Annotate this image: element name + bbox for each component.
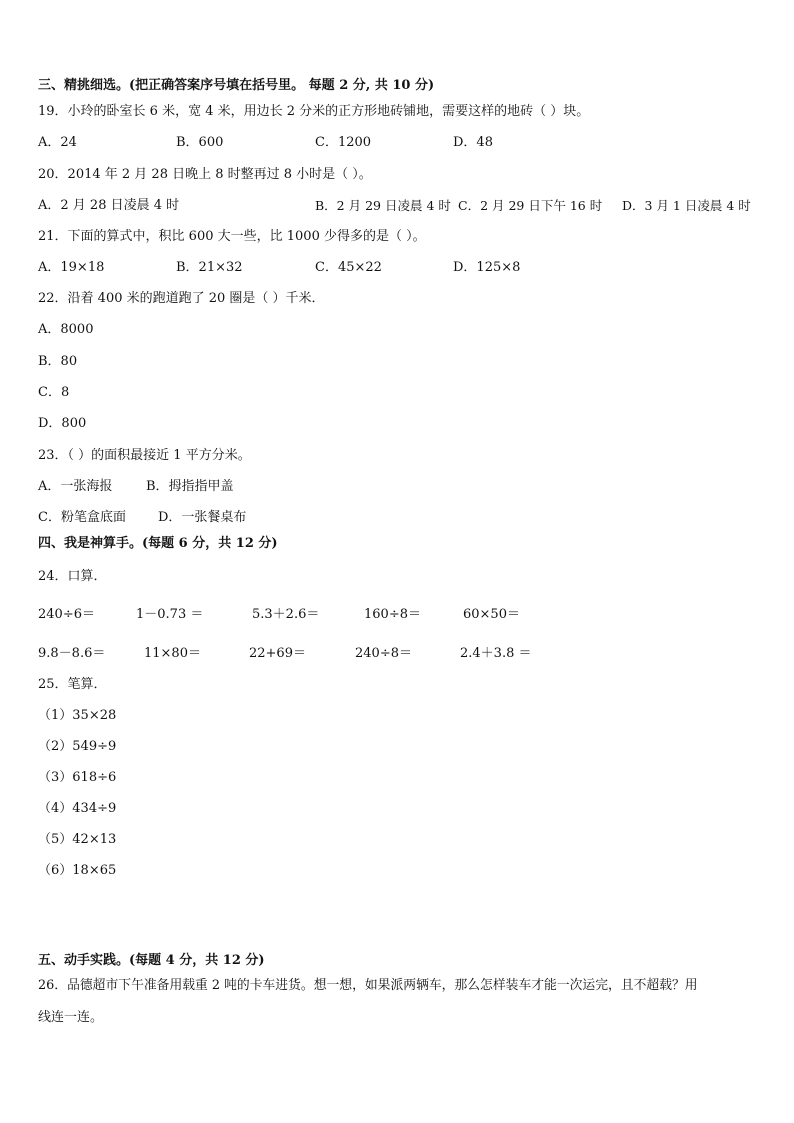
q22-option-c: C．8	[38, 385, 70, 400]
q23-option-a: A．一张海报	[38, 479, 113, 494]
q19-option-a: A．24	[38, 135, 77, 150]
question-20-text: 20．2014 年 2 月 28 日晚上 8 时整再过 8 小时是（ ）。	[38, 167, 372, 182]
q24-row2-item: 9.8－8.6＝	[38, 646, 106, 661]
question-25-text: 25．笔算．	[38, 677, 107, 692]
q22-option-a: A．8000	[38, 322, 94, 337]
q22-option-b: B．80	[38, 354, 78, 369]
q25-item: （6）18×65	[38, 863, 117, 878]
question-26-line1: 26．品德超市下午准备用载重 2 吨的卡车进货。想一想，如果派两辆车，那么怎样装车才能一次运完，且不超载？用	[38, 978, 698, 993]
q24-row2-item: 11×80＝	[144, 646, 201, 661]
q24-row1-item: 240÷6＝	[38, 607, 95, 622]
question-21-text: 21．下面的算式中，积比 600 大一些，比 1000 少得多的是（ ）。	[38, 229, 426, 244]
question-24-text: 24．口算．	[38, 569, 107, 584]
q25-item: （5）42×13	[38, 832, 117, 847]
q21-option-b: B．21×32	[176, 260, 243, 275]
section4-heading: 四、我是神算手。(每题 6 分，共 12 分)	[38, 536, 278, 551]
q24-row1-item: 1－0.73 ＝	[136, 607, 204, 622]
q19-option-b: B．600	[176, 135, 224, 150]
q23-option-b: B．拇指指甲盖	[146, 479, 234, 494]
q19-option-d: D．48	[453, 135, 493, 150]
q19-option-c: C．1200	[315, 135, 372, 150]
question-19-text: 19．小玲的卧室长 6 米，宽 4 米，用边长 2 分米的正方形地砖铺地，需要这样的地砖（ ）块。	[38, 104, 590, 119]
q24-row2-item: 240÷8＝	[355, 646, 412, 661]
question-22-text: 22．沿着 400 米的跑道跑了 20 圈是（ ）千米．	[38, 291, 325, 306]
q21-option-a: A．19×18	[38, 260, 105, 275]
q25-item: （2）549÷9	[38, 739, 117, 754]
q25-item: （3）618÷6	[38, 770, 117, 785]
q20-option-b: B．2 月 29 日凌晨 4 时	[315, 198, 451, 213]
question-26-line2: 线连一连。	[38, 1010, 104, 1025]
section5-heading: 五、动手实践。(每题 4 分，共 12 分)	[38, 953, 265, 968]
q25-item: （4）434÷9	[38, 801, 117, 816]
q24-row2-item: 22+69＝	[249, 646, 306, 661]
q24-row1-item: 160÷8＝	[364, 607, 421, 622]
q20-option-d: D．3 月 1 日凌晨 4 时	[622, 198, 751, 213]
section3-heading: 三、精挑细选。(把正确答案序号填在括号里。 每题 2 分, 共 10 分)	[38, 78, 435, 93]
q21-option-c: C．45×22	[315, 260, 382, 275]
q24-row1-item: 60×50＝	[463, 607, 520, 622]
q24-row1-item: 5.3＋2.6＝	[252, 607, 320, 622]
q25-item: （1）35×28	[38, 708, 117, 723]
q21-option-d: D．125×8	[453, 260, 521, 275]
q20-option-c: C．2 月 29 日下午 16 时	[458, 198, 603, 213]
question-23-text: 23．（ ）的面积最接近 1 平方分米。	[38, 448, 251, 463]
q23-option-d: D．一张餐桌布	[158, 510, 247, 525]
q22-option-d: D．800	[38, 416, 87, 431]
q23-option-c: C．粉笔盒底面	[38, 510, 126, 525]
q24-row2-item: 2.4＋3.8 ＝	[460, 646, 532, 661]
q20-option-a: A．2 月 28 日凌晨 4 时	[38, 198, 180, 213]
